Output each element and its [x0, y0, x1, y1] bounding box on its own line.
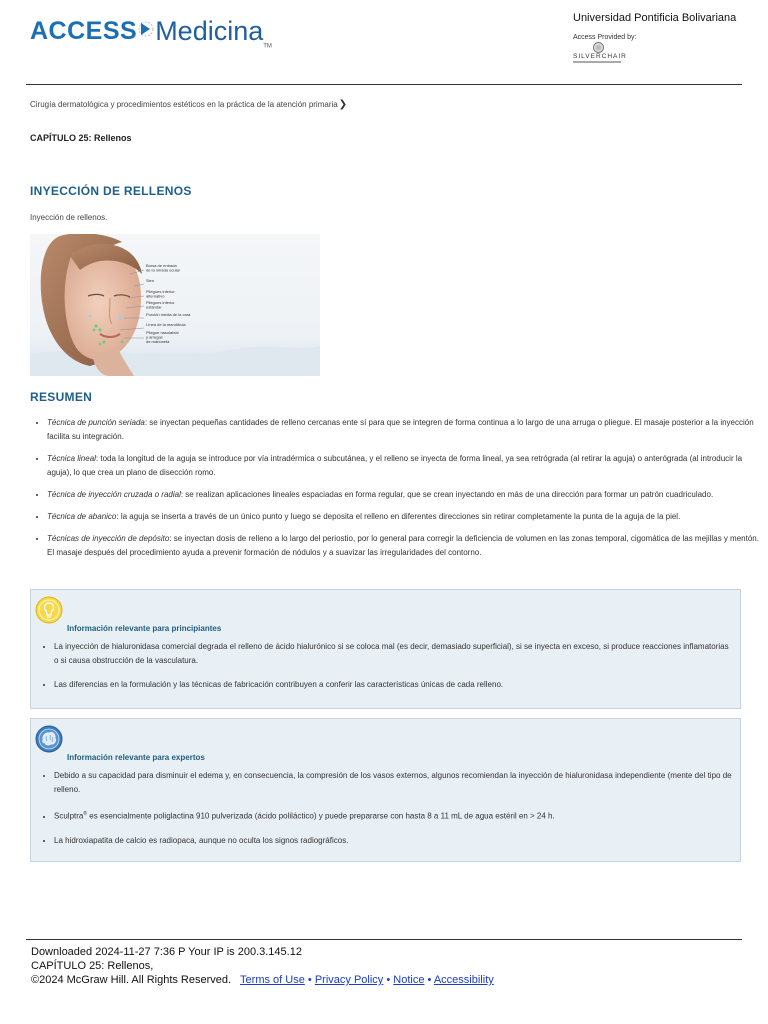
- experts-list-item: [54, 834, 734, 848]
- silverchair-wordmark: SILVERCHAIR: [573, 53, 627, 60]
- experts-info-box: [30, 718, 741, 862]
- technique-term: Técnicas de inyección de depósito: [47, 534, 170, 543]
- section-heading-injection: INYECCIÓN DE RELLENOS: [30, 184, 192, 198]
- figure-label: Bursa de entrada de la mirada ocular: [146, 263, 181, 273]
- section-heading-summary: RESUMEN: [30, 390, 93, 404]
- footer-separator: •: [307, 974, 312, 986]
- copyright-text: ©2024 McGraw Hill. All Rights Reserved.: [31, 974, 232, 986]
- experts-list-item: [54, 769, 734, 797]
- terms-of-use-link[interactable]: Terms of Use: [240, 974, 305, 986]
- sculptra-brand: Sculptra: [54, 811, 84, 821]
- privacy-policy-link[interactable]: Privacy Policy: [314, 974, 384, 986]
- page-header: [0, 0, 768, 84]
- filler-injection-figure[interactable]: [30, 234, 320, 376]
- brain-icon: [35, 725, 63, 758]
- beginners-box-header: [35, 596, 221, 633]
- technique-term: Técnica lineal: [47, 454, 96, 463]
- technique-description: : se inyectan pequeñas cantidades de relleno cercanas ente sí para que se integren de forma continua a lo largo de una arruga o pliegue. El masaje posterior a la inyección facilita su integración.: [47, 418, 754, 441]
- download-info: Downloaded 2024-11-27 7:36 P Your IP is 200.3.145.12: [31, 946, 302, 958]
- footer-separator: •: [386, 974, 391, 986]
- footer-separator: •: [427, 974, 432, 986]
- summary-list: [30, 416, 759, 568]
- beginners-list-item: • Las diferencias en la formulación y las técnicas de fabricación contribuyen a conferir las características únicas de cada relleno.: [54, 678, 734, 692]
- beginners-list-item: • La inyección de hialuronidasa comercial degrada el relleno de ácido hialurónico si se coloca mal (es decir, demasiado superficial), si se inyecta en exceso, si produce reacciones inflamatorias o si causa obstrucción de la vasculatura.: [54, 640, 734, 668]
- beginners-list: [37, 640, 734, 702]
- summary-list-item: [47, 416, 759, 444]
- experts-item-text: La hidroxiapatita de calcio es radiopaca, aunque no oculta los signos radiográficos.: [54, 835, 349, 845]
- logo-arrow-icon: [138, 12, 154, 51]
- beginners-info-box: [30, 589, 741, 709]
- technique-description: : se inyectan dosis de relleno a lo largo del periostio, por lo general para corregir la deficiencia de volumen en las zonas temporal, cigomática de las mejillas y mentón. El masaje después del procedimiento ayuda a prevenir formación de nódulos y a suavizar las irregularidades del contorno.: [47, 534, 759, 557]
- lightbulb-icon: [35, 596, 63, 629]
- technique-description: : toda la longitud de la aguja se introduce por vía intradérmica o subcutánea, y el relleno se inyecta de forma lineal, ya sea retrógrada (al retirar la aguja) o anterógrada (al introducir la aguja), lo que crea un plano de disección romo.: [47, 454, 743, 477]
- silverchair-logo: [573, 42, 633, 66]
- technique-term: Técnica de inyección cruzada o radial: [47, 490, 181, 499]
- chapter-title: CAPÍTULO 25: Rellenos: [30, 133, 132, 143]
- silverchair-tagline-line: [573, 61, 621, 63]
- footer-legal-row: [31, 973, 494, 987]
- figure-label: Línea de la mandíbula: [146, 322, 186, 327]
- access-provided-label: Access Provided by:: [573, 34, 637, 41]
- experts-box-title: Información relevante para expertos: [67, 752, 205, 762]
- figure-label: Pliegue nasolabial y arrugas de marioneta: [146, 330, 179, 344]
- experts-box-header: [35, 725, 205, 762]
- accessmedicina-logo[interactable]: [30, 12, 272, 52]
- technique-term: Técnica de punción seriada: [47, 418, 145, 427]
- summary-list-item: [47, 452, 759, 480]
- experts-list-item: [54, 807, 734, 824]
- technique-term: Técnica de abanico: [47, 512, 117, 521]
- registered-mark: ®: [83, 811, 88, 817]
- breadcrumb-book-link[interactable]: Cirugía dermatológica y procedimientos estéticos en la práctica de la atención primaria: [30, 100, 338, 109]
- technique-description: : la aguja se inserta a través de un único punto y luego se deposita el relleno en diferentes direcciones sin retirar completamente la punta de la aguja de la piel.: [116, 512, 681, 521]
- experts-item-text: Debido a su capacidad para disminuir el edema y, en consecuencia, la compresión de los vasos externos, algunos recomiendan la inyección de hialuronidasa independiente (mente del tipo de relleno.: [54, 771, 732, 794]
- figure-label: Pliegues inferior alternativo: [146, 289, 175, 299]
- header-divider: [26, 84, 742, 85]
- summary-list-item: [47, 488, 759, 502]
- institution-name: Universidad Pontificia Bolivariana: [573, 12, 737, 24]
- experts-list: [37, 769, 734, 858]
- figure-label: Pliegues inferior estándar: [146, 300, 175, 310]
- summary-list-item: [47, 510, 759, 524]
- chevron-right-icon: ❯: [338, 99, 348, 110]
- logo-access-text: ACCESS: [30, 17, 138, 45]
- footer-divider: [26, 939, 742, 940]
- figure-label: Sien: [146, 278, 155, 283]
- beginners-box-title: Información relevante para principiantes: [67, 623, 222, 633]
- figure-caption: Inyección de rellenos.: [30, 213, 108, 222]
- figure-label: Porción media de la cara: [146, 312, 191, 317]
- technique-description: : se realizan aplicaciones lineales espaciadas en forma regular, que se crean inyectando en más de una dirección para formar un patrón cuadriculado.: [180, 490, 714, 499]
- experts-item-text: es esencialmente poliglactina 910 pulverizada (ácido poliláctico) y puede prepararse con hasta 8 a 11 mL de agua estéril en > 24 h.: [87, 811, 555, 821]
- silverchair-globe-icon: [593, 42, 604, 53]
- notice-link[interactable]: Notice: [393, 974, 425, 986]
- logo-medicina-text: Medicina: [155, 16, 264, 46]
- page-footer: [31, 945, 494, 987]
- footer-chapter: CAPÍTULO 25: Rellenos,: [31, 960, 154, 972]
- breadcrumb[interactable]: [30, 99, 347, 110]
- logo-trademark: TM: [263, 43, 272, 50]
- summary-list-item: [47, 532, 759, 560]
- accessibility-link[interactable]: Accessibility: [433, 974, 494, 986]
